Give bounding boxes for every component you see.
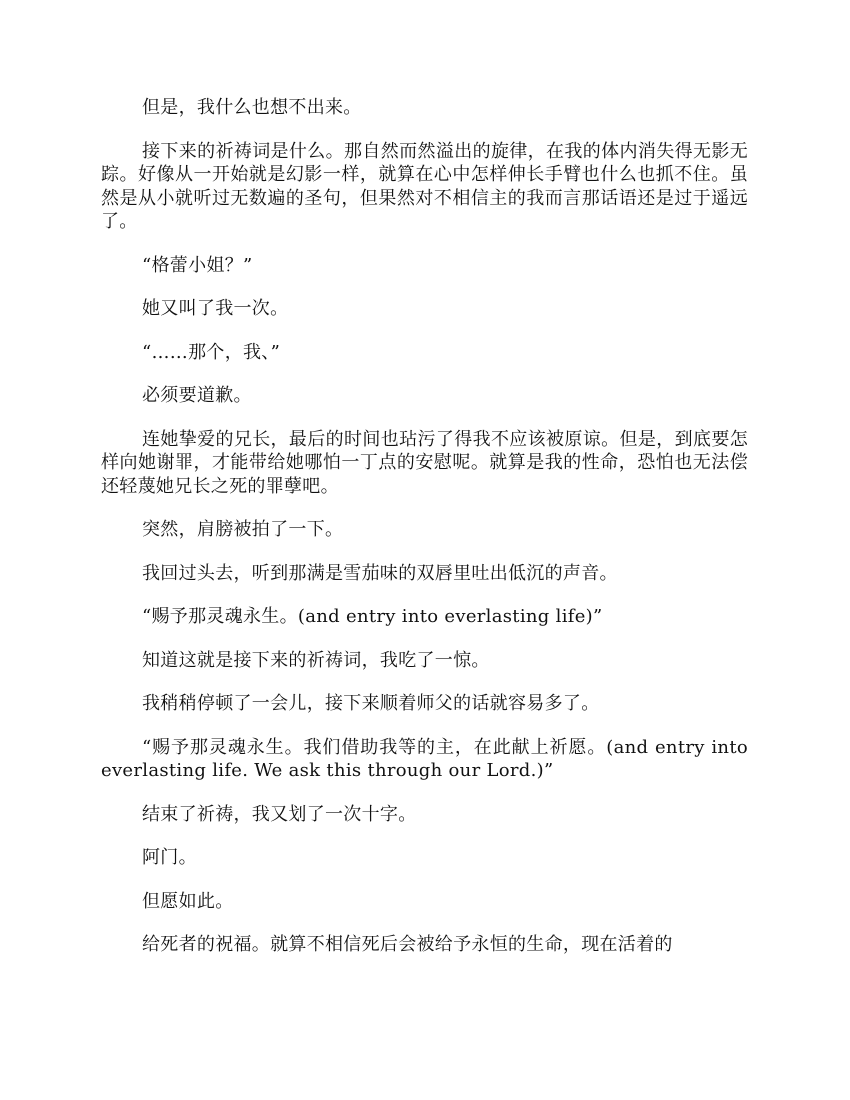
paragraph: 突然，肩膀被拍了一下。 <box>142 519 344 540</box>
paragraph: “……那个，我、” <box>142 341 281 363</box>
paragraph: 她又叫了我一次。 <box>142 298 289 319</box>
paragraph: 我稍稍停顿了一会儿，接下来顺着师父的话就容易多了。 <box>142 693 600 714</box>
paragraph: 但是，我什么也想不出来。 <box>142 97 362 118</box>
paragraph: 阿门。 <box>142 847 197 868</box>
paragraph: 必须要道歉。 <box>142 385 252 406</box>
paragraph: “赐予那灵魂永生。我们借助我等的主，在此献上祈愿。(and entry into everlasting life. We ask this through our Lord.)” <box>101 736 748 781</box>
paragraph: 给死者的祝福。就算不相信死后会被给予永恒的生命，现在活着的 <box>142 934 673 955</box>
paragraph: 连她挚爱的兄长，最后的时间也玷污了得我不应该被原谅。但是，到底要怎样向她谢罪，才能带给她哪怕一丁点的安慰呢。就算是我的性命，恐怕也无法偿还轻蔑她兄长之死的罪孽吧。 <box>101 428 748 497</box>
paragraph: 我回过头去，听到那满是雪茄味的双唇里吐出低沉的声音。 <box>142 562 618 584</box>
paragraph: “赐予那灵魂永生。(and entry into everlasting life)” <box>142 606 603 627</box>
paragraph: 接下来的祈祷词是什么。那自然而然溢出的旋律，在我的体内消失得无影无踪。好像从一开始就是幻影一样，就算在心中怎样伸长手臂也什么也抓不住。虽然是从小就听过无数遍的圣句，但果然对不相信主的我而言那话语还是过于遥远了。 <box>101 140 748 232</box>
document-page <box>101 96 748 957</box>
paragraph: 但愿如此。 <box>142 890 234 912</box>
paragraph: 知道这就是接下来的祈祷词，我吃了一惊。 <box>142 649 490 671</box>
paragraph: “格蕾小姐？” <box>142 254 253 276</box>
paragraph: 结束了祈祷，我又划了一次十字。 <box>142 803 417 825</box>
